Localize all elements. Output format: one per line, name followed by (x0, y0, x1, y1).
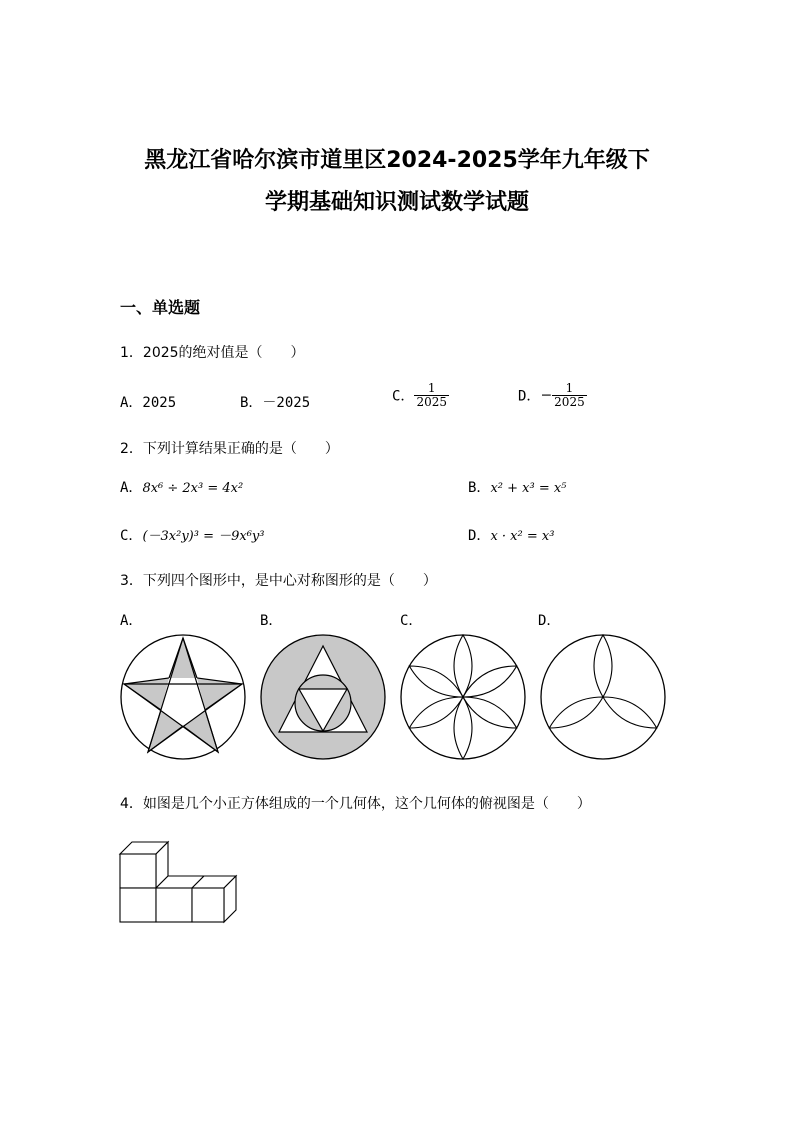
q1-option-d-label: D． (518, 388, 541, 405)
q2-option-c[interactable] (120, 525, 264, 545)
q3-option-b-label[interactable]: B． (260, 613, 283, 629)
option-label: C． (120, 528, 143, 544)
option-expression: 8x⁶ ÷ 2x³ = 4x² (142, 481, 244, 496)
option-expression: x² + x³ = x⁵ (490, 481, 567, 496)
q1-option-d[interactable] (518, 382, 587, 409)
question-4-stem: 4．如图是几个小正方体组成的一个几何体，这个几何体的俯视图是（ ） (120, 796, 591, 812)
question-3-stem: 3．下列四个图形中，是中心对称图形的是（ ） (120, 573, 437, 589)
option-label: D． (468, 528, 491, 544)
q3-option-d-label[interactable]: D． (538, 613, 561, 629)
fraction-denominator: 2025 (416, 395, 447, 409)
figure-a-pentagram (118, 632, 248, 762)
q2-option-d[interactable] (468, 525, 554, 545)
fraction-numerator: 1 (552, 382, 587, 396)
q1-option-c[interactable] (392, 382, 449, 409)
question-1-stem: 1．2025的绝对值是（ ） (120, 345, 305, 361)
minus-sign: − (540, 387, 553, 404)
question-2-stem: 2．下列计算结果正确的是（ ） (120, 441, 339, 457)
option-expression: (－3x²y)³ = －9x⁶y³ (142, 529, 265, 544)
section-heading: 一、单选题 (120, 298, 201, 317)
fraction-numerator: 1 (414, 382, 449, 396)
q1-option-a[interactable]: A．2025 (120, 395, 177, 411)
page-title-line2: 学期基础知识测试数学试题 (264, 190, 529, 215)
q1-option-b[interactable]: B．－2025 (240, 395, 311, 411)
figure-c-six-petal-flower (398, 632, 528, 762)
page-title-line1: 黑龙江省哈尔滨市道里区2024-2025学年九年级下 (144, 148, 650, 173)
q2-option-b[interactable] (468, 477, 566, 497)
q2-option-a[interactable] (120, 477, 243, 497)
figure-d-three-petal (538, 632, 668, 762)
option-label: B． (468, 480, 491, 496)
option-expression: x · x² = x³ (490, 529, 555, 544)
q3-option-a-label[interactable]: A． (120, 613, 143, 629)
fraction-denominator: 2025 (554, 395, 585, 409)
option-label: A． (120, 480, 143, 496)
q3-option-c-label[interactable]: C． (400, 613, 423, 629)
q1-option-d-fraction (552, 382, 587, 409)
q1-option-c-fraction (414, 382, 449, 409)
figure-q4-cube-solid (118, 838, 240, 926)
q1-option-c-label: C． (392, 388, 415, 405)
figure-b-triangle-circle (258, 632, 388, 762)
